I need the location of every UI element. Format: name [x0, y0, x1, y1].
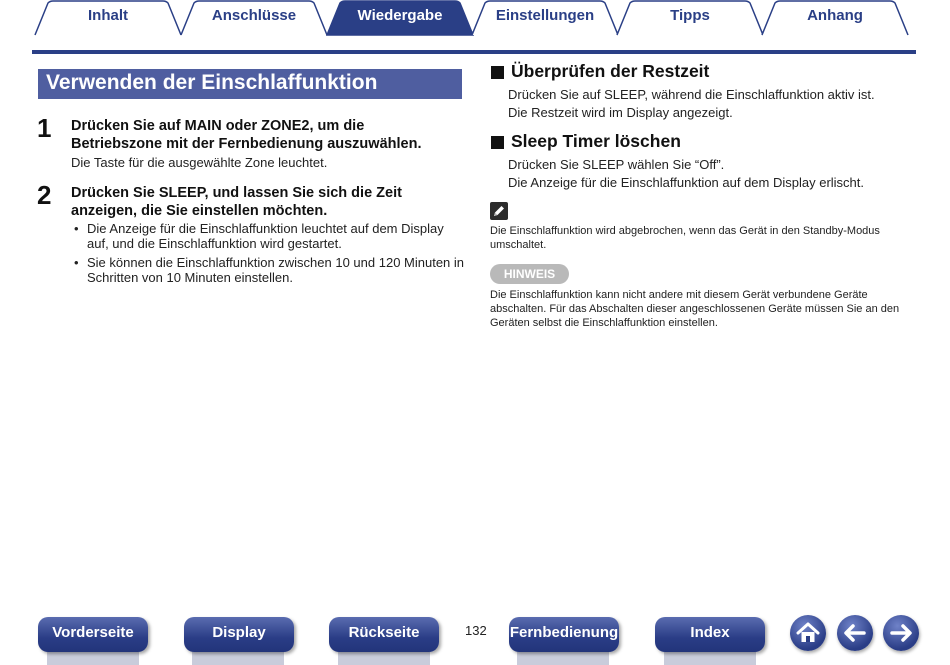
- display-button[interactable]: Display: [184, 617, 294, 652]
- tab-label: Einstellungen: [495, 7, 595, 24]
- footer-tab-shadow: [338, 652, 430, 665]
- clear-timer-line1: Drücken Sie SLEEP wählen Sie “Off”.: [508, 157, 725, 172]
- footer-tab-shadow: [47, 652, 139, 665]
- step-1-heading-line2: Betriebszone mit der Fernbedienung auszuwählen.: [71, 136, 422, 152]
- next-page-button[interactable]: [883, 615, 919, 651]
- tab-tipps[interactable]: [616, 0, 764, 34]
- hinweis-line3: Geräten selbst die Einschlaffunktion einstellen.: [490, 317, 718, 329]
- tab-label: Wiedergabe: [357, 7, 443, 24]
- arrow-left-icon: [837, 615, 873, 651]
- rueckseite-button[interactable]: Rückseite: [329, 617, 439, 652]
- footer-tab-shadow: [517, 652, 609, 665]
- square-bullet-icon: [491, 136, 504, 149]
- check-remaining-line2: Die Restzeit wird im Display angezeigt.: [508, 105, 733, 120]
- note-line2: umschaltet.: [490, 239, 547, 251]
- tab-underline: [32, 50, 916, 54]
- check-remaining-heading: Überprüfen der Restzeit: [511, 61, 710, 81]
- step-1-heading-line1: Drücken Sie auf MAIN oder ZONE2, um die: [71, 118, 365, 134]
- step-2-heading-line1: Drücken Sie SLEEP, und lassen Sie sich die Zeit: [71, 185, 402, 201]
- check-remaining-line1: Drücken Sie auf SLEEP, während die Einschlaffunktion aktiv ist.: [508, 87, 875, 102]
- step-number-1: 1: [37, 113, 52, 143]
- clear-timer-line2: Die Anzeige für die Einschlaffunktion auf dem Display erlischt.: [508, 175, 865, 190]
- vorderseite-button[interactable]: Vorderseite: [38, 617, 148, 652]
- step-2-bullet-2-line1: • Sie können die Einschlaffunktion zwischen 10 und 120 Minuten in: [87, 255, 464, 271]
- previous-page-button[interactable]: [837, 615, 873, 651]
- clear-timer-heading: Sleep Timer löschen: [511, 131, 681, 151]
- footer-tab-shadow: [664, 652, 756, 665]
- step-1-body: Die Taste für die ausgewählte Zone leuchtet.: [71, 155, 328, 170]
- tab-label: Inhalt: [88, 7, 128, 24]
- tab-inhalt[interactable]: [34, 0, 182, 34]
- tab-einstellungen[interactable]: [471, 0, 619, 34]
- hinweis-line1: Die Einschlaffunktion kann nicht andere mit diesem Gerät verbundene Geräte: [490, 289, 868, 301]
- tab-label: Anschlüsse: [211, 7, 297, 24]
- tab-anhang[interactable]: [761, 0, 909, 34]
- section-title-bar: [38, 69, 462, 99]
- home-button[interactable]: [790, 615, 826, 651]
- home-icon: [790, 615, 826, 651]
- step-2-bullet-1-line2: auf, und die Einschlaffunktion wird gestartet.: [87, 236, 342, 251]
- tab-label: Tipps: [670, 7, 710, 24]
- fernbedienung-button[interactable]: Fernbedienung: [509, 617, 619, 652]
- tab-anschluesse[interactable]: [180, 0, 328, 34]
- arrow-right-icon: [883, 615, 919, 651]
- footer-tab-shadow: [192, 652, 284, 665]
- tab-label: Anhang: [807, 7, 863, 24]
- step-2-heading-line2: anzeigen, die Sie einstellen möchten.: [71, 203, 328, 219]
- hinweis-badge: HINWEIS: [490, 264, 569, 284]
- step-number-2: 2: [37, 180, 52, 210]
- index-button[interactable]: Index: [655, 617, 765, 652]
- pencil-note-icon: [490, 202, 508, 220]
- hinweis-line2: abschalten. Für das Abschalten dieser angeschlossenen Geräte müssen Sie an den: [490, 303, 900, 315]
- step-2-bullet-1-line1: • Die Anzeige für die Einschlaffunktion leuchtet auf dem Display: [87, 221, 444, 237]
- square-bullet-icon: [491, 66, 504, 79]
- page-title: Verwenden der Einschlaffunktion: [46, 71, 378, 94]
- tab-wiedergabe[interactable]: [326, 0, 474, 34]
- page-number: 132: [465, 623, 487, 638]
- step-2-bullet-2-line2: Schritten von 10 Minuten einstellen.: [87, 270, 293, 285]
- note-line1: Die Einschlaffunktion wird abgebrochen, wenn das Gerät in den Standby-Modus: [490, 225, 880, 237]
